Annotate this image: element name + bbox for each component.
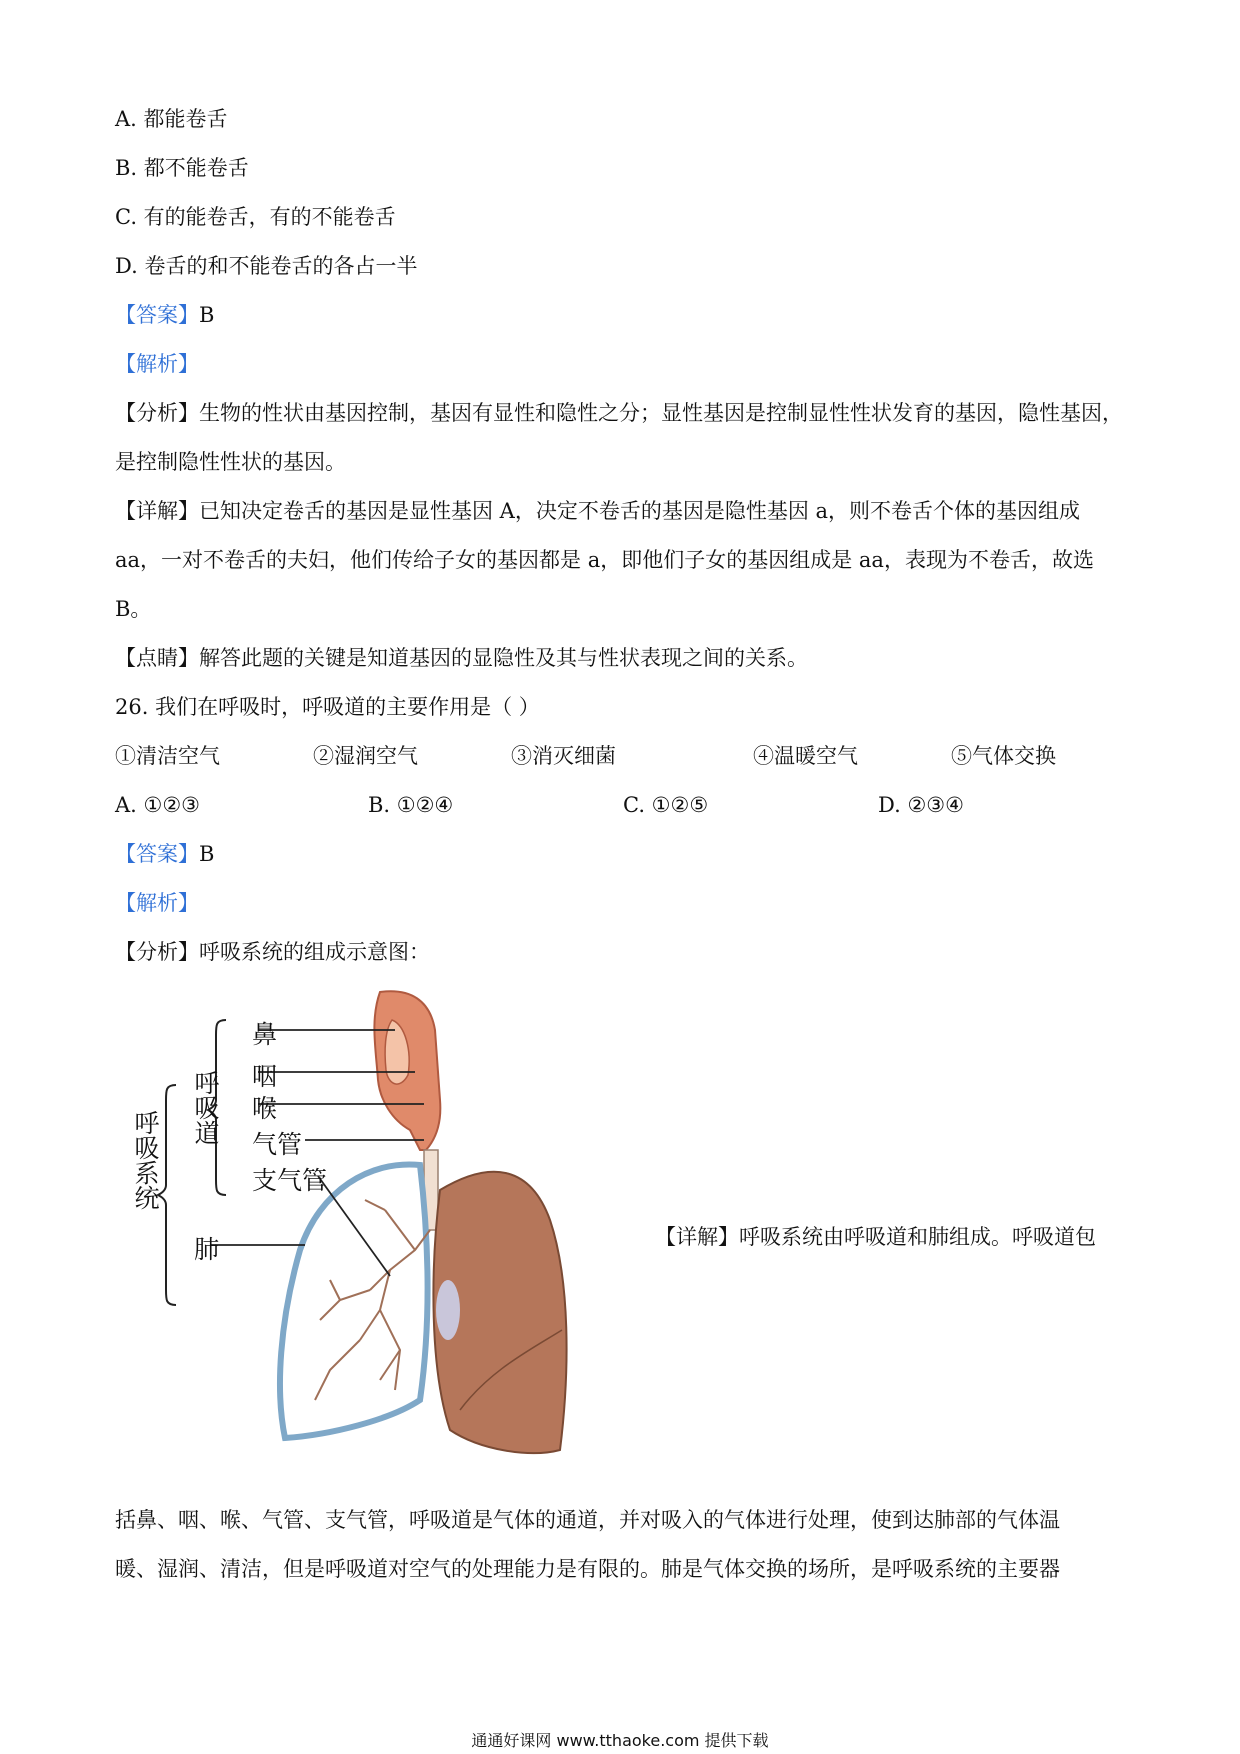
q26-item-3: ③消灭细菌 — [511, 744, 616, 768]
q26-item-2: ②湿润空气 — [313, 744, 418, 768]
fenxi-text: 呼吸系统的组成示意图： — [199, 940, 430, 964]
answer-tag: 【答案】 — [115, 842, 199, 866]
page-footer: 通通好课网 www.tthaoke.com 提供下载 — [471, 1731, 769, 1750]
q26-stem: 26. 我们在呼吸时，呼吸道的主要作用是（ ） — [115, 695, 540, 719]
respiratory-system-diagram — [130, 990, 610, 1460]
system-label: 呼吸系统 — [131, 1110, 160, 1210]
xiangjie-text: 呼吸系统由呼吸道和肺组成。呼吸道包 — [739, 1225, 1096, 1249]
q25-xiangjie-line2: aa，一对不卷舌的夫妇，他们传给子女的基因都是 a，即他们子女的基因组成是 aa，表现为不卷舌，故选 — [115, 548, 1094, 572]
q25-fenxi-line2: 是控制隐性性状的基因。 — [115, 450, 346, 474]
fenxi-tag: 【分析】 — [115, 940, 199, 964]
label-bronchi: 支气管 — [252, 1166, 328, 1195]
fenxi-text: 生物的性状由基因控制，基因有显性和隐性之分；显性基因是控制显性性状发育的基因，隐性基因， — [199, 401, 1123, 425]
q26-choice-a: A. ①②③ — [115, 793, 200, 817]
q25-fenxi-line1 — [115, 398, 1123, 428]
q25-option-c: C. 有的能卷舌，有的不能卷舌 — [115, 205, 396, 229]
q25-xiangjie-line3: B。 — [115, 597, 152, 621]
q26-item-5: ⑤气体交换 — [951, 744, 1056, 768]
q26-analysis-tag: 【解析】 — [115, 891, 199, 915]
label-trachea: 气管 — [252, 1130, 303, 1159]
label-nose: 鼻 — [252, 1020, 278, 1049]
q26-choice-d: D. ②③④ — [878, 793, 964, 817]
answer-value: B — [199, 842, 215, 866]
tract-label: 呼吸道 — [191, 1070, 220, 1145]
xiangjie-tag: 【详解】 — [655, 1225, 739, 1249]
answer-value: B — [199, 303, 215, 327]
lung-hilum-shape — [436, 1280, 460, 1340]
q26-fenxi — [115, 937, 430, 967]
system-brace — [158, 1085, 176, 1305]
q25-option-a: A. 都能卷舌 — [115, 107, 228, 131]
label-pharynx: 咽 — [252, 1062, 278, 1091]
q25-option-d: D. 卷舌的和不能卷舌的各占一半 — [115, 254, 418, 278]
q26-item-1: ①清洁空气 — [115, 744, 220, 768]
xiangjie-tag: 【详解】 — [115, 499, 199, 523]
q25-xiangjie-line1 — [115, 496, 1080, 526]
q26-choice-b: B. ①②④ — [368, 793, 454, 817]
q26-cont-line1: 括鼻、咽、喉、气管、支气管，呼吸道是气体的通道，并对吸入的气体进行处理，使到达肺部的气体温 — [115, 1508, 1060, 1532]
q25-answer — [115, 300, 214, 330]
q26-choice-c: C. ①②⑤ — [623, 793, 709, 817]
q26-item-4: ④温暖空气 — [753, 744, 858, 768]
label-lung: 肺 — [194, 1235, 220, 1264]
q25-option-b: B. 都不能卷舌 — [115, 156, 249, 180]
q26-xiangjie-inline — [655, 1222, 1096, 1252]
q26-answer — [115, 839, 214, 869]
q25-analysis-tag: 【解析】 — [115, 352, 199, 376]
q25-dianjing — [115, 643, 808, 673]
xiangjie-text: 已知决定卷舌的基因是显性基因 A，决定不卷舌的基因是隐性基因 a，则不卷舌个体的基因组成 — [199, 499, 1081, 523]
left-lung-shape — [280, 1164, 428, 1438]
q26-cont-line2: 暖、湿润、清洁，但是呼吸道对空气的处理能力是有限的。肺是气体交换的场所，是呼吸系统的主要器 — [115, 1557, 1060, 1581]
dianjing-tag: 【点睛】 — [115, 646, 199, 670]
answer-tag: 【答案】 — [115, 303, 199, 327]
label-larynx: 喉 — [252, 1094, 278, 1123]
dianjing-text: 解答此题的关键是知道基因的显隐性及其与性状表现之间的关系。 — [199, 646, 808, 670]
fenxi-tag: 【分析】 — [115, 401, 199, 425]
